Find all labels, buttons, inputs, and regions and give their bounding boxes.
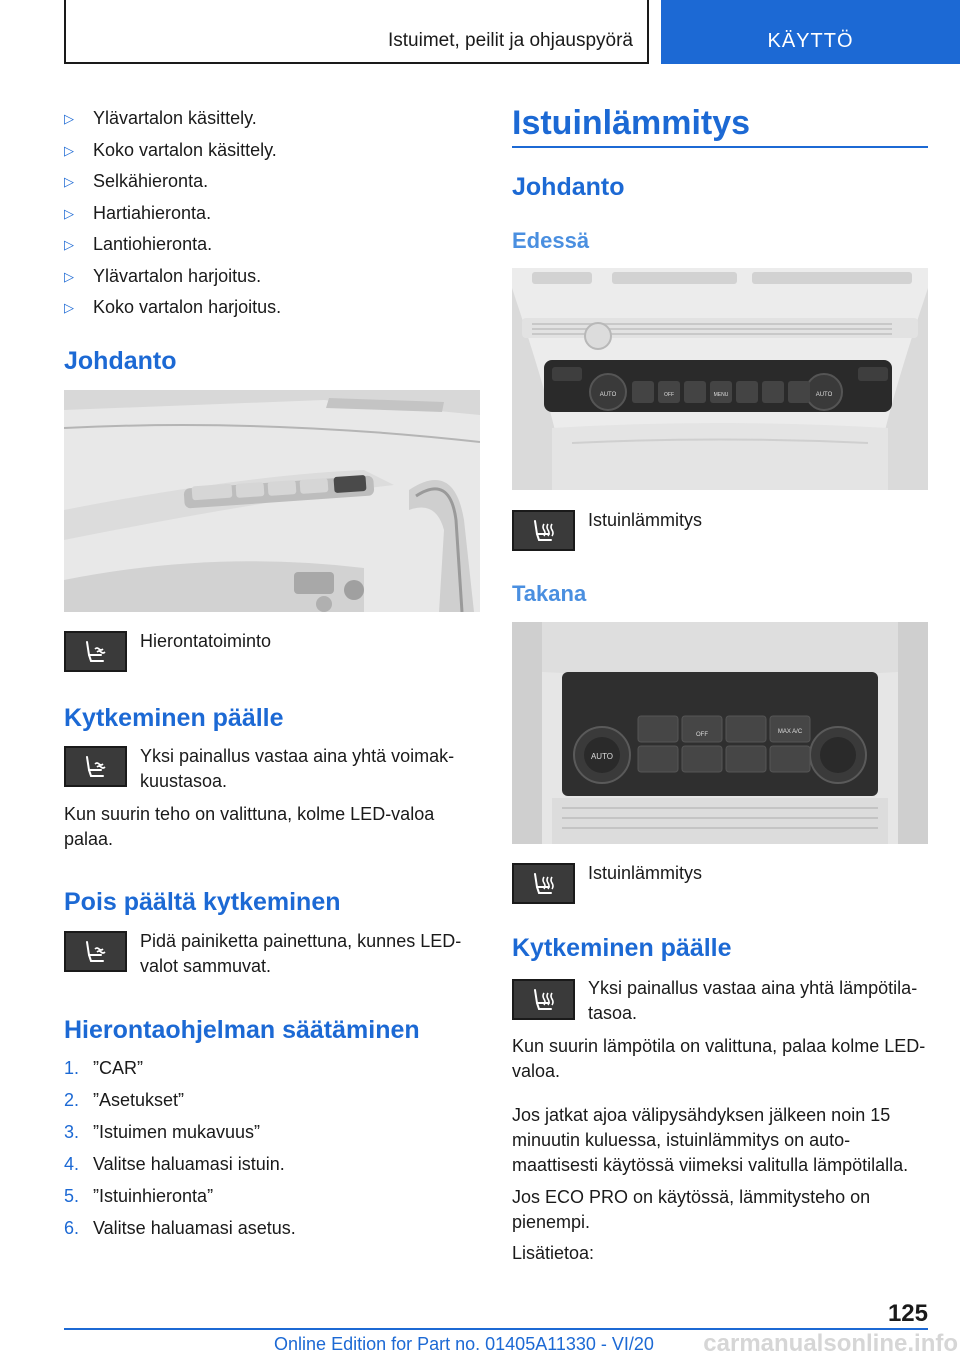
- list-item-text: Koko vartalon harjoitus.: [93, 297, 282, 317]
- triangle-bullet-icon: ▷: [64, 205, 74, 221]
- seat-heating-icon: [529, 518, 559, 544]
- page-title: Istuinlämmitys: [512, 104, 751, 142]
- massage-seat-icon-box: [64, 931, 127, 972]
- rear-climate-panel-image: [512, 622, 928, 844]
- list-item: [64, 1087, 296, 1119]
- page-header: [64, 0, 960, 64]
- switch-on-paragraph: Kun suurin teho on valittuna, kolme LED-valoa palaa.: [64, 804, 435, 849]
- seat-heating-icon-box: [512, 979, 575, 1020]
- switch-on-icon-text: Yksi painallus vastaa aina yhtä voimakkuustasoa.: [140, 746, 455, 791]
- rear-icon-label: Istuinlämmitys: [588, 863, 703, 883]
- list-item: [64, 1055, 296, 1087]
- intro-heading: Johdanto: [64, 347, 177, 375]
- list-item: [64, 104, 281, 136]
- triangle-bullet-icon: ▷: [64, 142, 74, 158]
- watermark: carmanualsonline.info: [703, 1330, 958, 1357]
- title-rule: [512, 146, 928, 148]
- step-text: Valitse haluamasi asetus.: [93, 1218, 296, 1238]
- max-temperature-paragraph: Kun suurin lämpötila on valittuna, palaa kolme LED-valoa.: [512, 1036, 926, 1081]
- intro-heading: Johdanto: [512, 173, 625, 201]
- list-item-text: Lantiohieronta.: [93, 234, 213, 254]
- massage-program-list: [64, 104, 281, 325]
- rear-panel-illustration: [512, 622, 928, 844]
- massage-icon-label: Hierontatoiminto: [140, 631, 272, 651]
- list-item: [64, 262, 281, 294]
- auto-resume-paragraph: Jos jatkat ajoa välipysähdyksen jälkeen noin 15 minuutin kuluessa, istuinlämmitys on automaattisesti käytössä viimeksi valitulla lämpötilalla.: [512, 1105, 909, 1175]
- step-text: ”Asetukset”: [93, 1090, 185, 1110]
- triangle-bullet-icon: ▷: [64, 111, 74, 126]
- front-panel-illustration: [512, 268, 928, 490]
- massage-seat-icon: [81, 939, 111, 965]
- seat-heating-icon-box: [512, 863, 575, 904]
- list-item: [64, 167, 281, 199]
- switch-on-icon-text: Yksi painallus vastaa aina yhtä lämpötilatasoa.: [588, 978, 918, 1023]
- program-heading: Hierontaohjelman säätäminen: [64, 1016, 420, 1044]
- page-number: 125: [887, 1300, 928, 1327]
- rear-max-ac-label: MAX A/C: [777, 729, 803, 735]
- list-item: [64, 293, 281, 325]
- list-item: [64, 230, 281, 262]
- list-item-text: Hartiahieronta.: [93, 202, 212, 223]
- page-footer: [64, 1300, 958, 1362]
- list-item: [64, 1215, 296, 1247]
- seat-heating-icon: [529, 987, 559, 1013]
- step-number: 5.: [64, 1186, 80, 1206]
- front-icon-label: Istuinlämmitys: [588, 510, 703, 530]
- door-panel-illustration: [64, 390, 480, 612]
- list-item-text: Koko vartalon käsittely.: [93, 139, 277, 160]
- switch-on-heading: Kytkeminen päälle: [512, 934, 732, 962]
- triangle-bullet-icon: ▷: [64, 237, 74, 252]
- front-auto-left-label: AUTO: [599, 392, 617, 398]
- massage-seat-icon-box: [64, 631, 127, 672]
- rear-auto-label: AUTO: [590, 752, 614, 761]
- front-heading: Edessä: [512, 228, 590, 253]
- step-text: Valitse haluamasi istuin.: [93, 1154, 285, 1174]
- step-text: ”Istuimen mukavuus”: [93, 1122, 261, 1142]
- step-text: ”Istuinhieronta”: [93, 1186, 214, 1206]
- list-item-text: Ylävartalon harjoitus.: [93, 265, 262, 286]
- door-massage-controls-image: [64, 390, 480, 612]
- rear-heading: Takana: [512, 581, 587, 606]
- seat-heating-icon: [529, 871, 559, 897]
- eco-pro-paragraph: Jos ECO PRO on käytössä, lämmitysteho on pienempi.: [512, 1187, 871, 1232]
- list-item: [64, 1183, 296, 1215]
- massage-seat-icon: [81, 754, 111, 780]
- switch-off-icon-text: Pidä painiketta painettuna, kunnes LED-valot sammuvat.: [140, 931, 462, 976]
- step-number: 1.: [64, 1058, 80, 1078]
- triangle-bullet-icon: ▷: [64, 268, 74, 284]
- triangle-bullet-icon: ▷: [64, 174, 74, 189]
- triangle-bullet-icon: ▷: [64, 300, 74, 315]
- switch-off-heading: Pois päältä kytkeminen: [64, 888, 341, 916]
- section-title-box: [64, 0, 649, 64]
- front-auto-right-label: AUTO: [815, 392, 833, 398]
- section-title: Istuimet, peilit ja ohjauspyörä: [387, 30, 633, 51]
- step-number: 3.: [64, 1122, 80, 1142]
- chapter-tab: KÄYTTÖ: [661, 0, 960, 64]
- list-item: [64, 1119, 296, 1151]
- edition-text: Online Edition for Part no. 01405A11330 - VI/20: [274, 1334, 654, 1354]
- front-off-label: OFF: [664, 392, 674, 398]
- front-climate-panel-image: [512, 268, 928, 490]
- step-number: 2.: [64, 1090, 80, 1110]
- switch-on-heading: Kytkeminen päälle: [64, 704, 284, 732]
- seat-heating-icon-box: [512, 510, 575, 551]
- more-info-paragraph: Lisätietoa:: [512, 1243, 595, 1263]
- step-number: 4.: [64, 1154, 80, 1174]
- list-item-text: Selkähieronta.: [93, 171, 209, 191]
- list-item: [64, 136, 281, 168]
- list-item: [64, 1151, 296, 1183]
- step-number: 6.: [64, 1218, 80, 1238]
- front-menu-label: MENU: [713, 392, 729, 398]
- program-steps-list: [64, 1055, 296, 1247]
- list-item-text: Ylävartalon käsittely.: [93, 108, 257, 128]
- step-text: ”CAR”: [93, 1058, 143, 1078]
- rear-off-label: OFF: [696, 732, 708, 738]
- list-item: [64, 199, 281, 231]
- massage-seat-icon-box: [64, 746, 127, 787]
- massage-seat-icon: [81, 639, 111, 665]
